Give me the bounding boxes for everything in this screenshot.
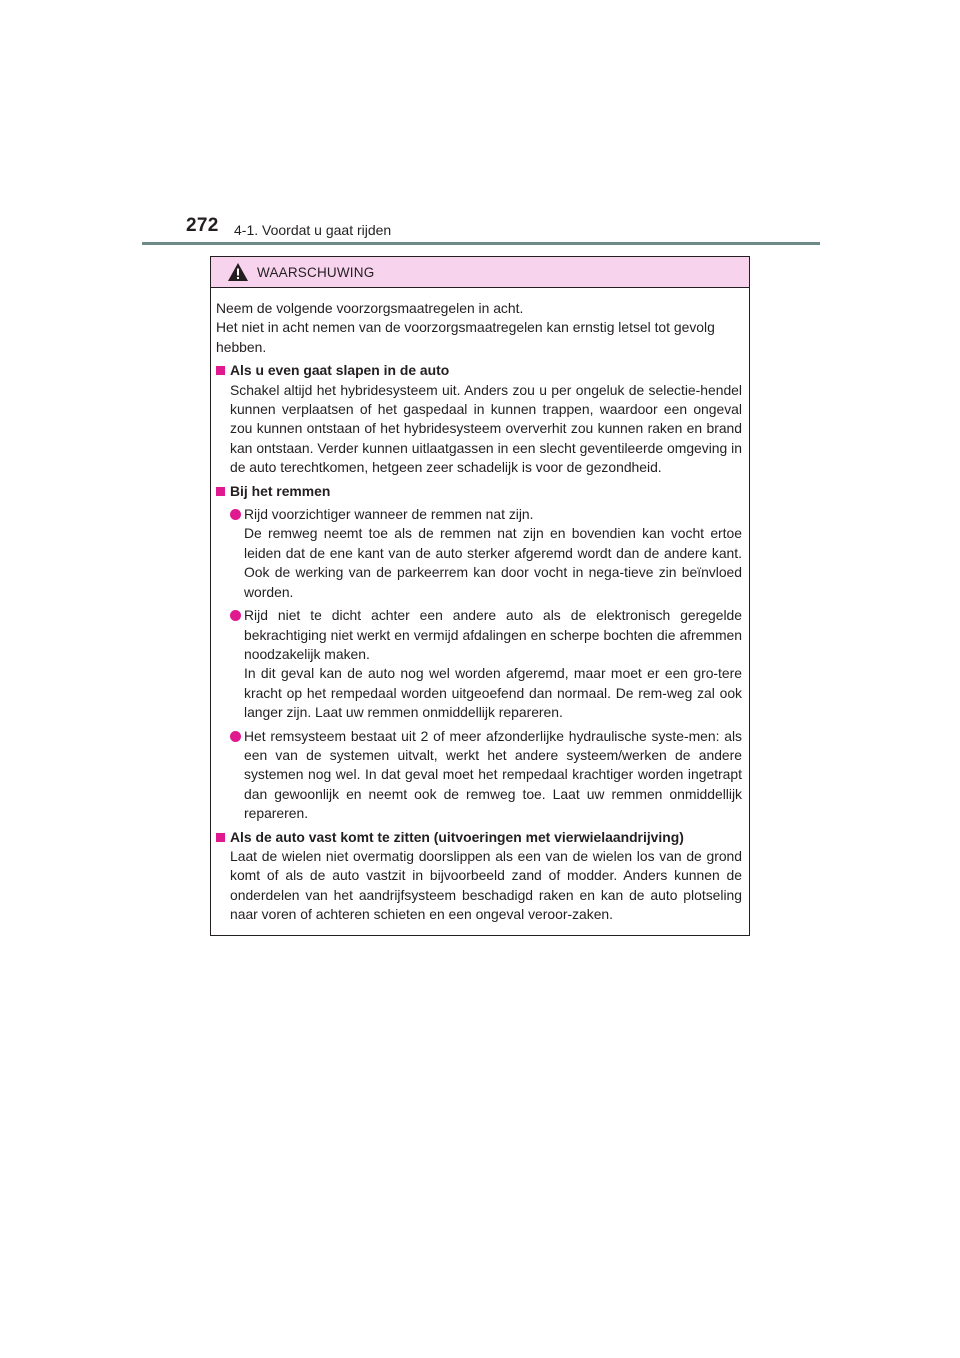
page-number: 272 xyxy=(186,215,219,236)
circle-bullet-icon xyxy=(230,731,241,742)
circle-bullet-icon xyxy=(230,610,241,621)
square-bullet-icon xyxy=(216,833,225,842)
section-heading xyxy=(216,361,742,380)
section-heading xyxy=(216,482,742,501)
bullet-content xyxy=(244,505,742,602)
warning-box xyxy=(210,256,750,936)
circle-bullet-icon xyxy=(230,509,241,520)
bullet-content xyxy=(244,727,742,824)
square-bullet-icon xyxy=(216,487,225,496)
header-rule xyxy=(142,242,820,245)
bullet-content xyxy=(244,606,742,722)
warning-triangle-icon xyxy=(227,262,249,282)
warning-body xyxy=(211,288,749,925)
warning-header xyxy=(211,257,749,288)
section-text: Schakel altijd het hybridesysteem uit. Anders zou u per ongeluk de selectie-hendel kunnen verplaatsen of het gaspedaal in kunnen trappen, waardoor een ongeval zou kunnen ontstaan of het hybridesysteem oververhit zou kunnen raken en brand kan ontstaan. Verder kunnen uitlaatgassen in een slecht geventileerde omgeving in de auto terechtkomen, hetgeen zeer schadelijk is voor de gezondheid. xyxy=(230,381,742,476)
warning-intro xyxy=(216,299,742,357)
section-heading-text: Als de auto vast komt te zitten (uitvoeringen met vierwielaandrijving) xyxy=(230,828,684,845)
intro-line: Neem de volgende voorzorgsmaatregelen in acht. xyxy=(216,300,524,316)
intro-line: Het niet in acht nemen van de voorzorgsmaatregelen kan ernstig letsel tot gevolg hebben. xyxy=(216,319,715,355)
section-heading-text: Bij het remmen xyxy=(230,482,331,499)
section-heading xyxy=(216,828,742,847)
bullet-item xyxy=(216,727,742,824)
bullet-text: Het remsysteem bestaat uit 2 of meer afzonderlijke hydraulische syste-men: als een van de systemen uitvalt, werkt het andere systeem/werken de andere systemen nog wel. In dat geval moet het rempedaal krachtiger worden ingetrapt dan gewoonlijk en neemt ook de remweg toe. Laat uw remmen onmiddellijk repareren. xyxy=(244,727,742,822)
section-title: 4-1. Voordat u gaat rijden xyxy=(234,222,392,238)
square-bullet-icon xyxy=(216,366,225,375)
bullet-text: In dit geval kan de auto nog wel worden afgeremd, maar moet er een gro-tere kracht op het rempedaal worden uitgeoefend dan normaal. De rem-weg zal ook langer zijn. Laat uw remmen onmiddellijk repareren. xyxy=(244,665,742,721)
bullet-item xyxy=(216,606,742,722)
section-braking xyxy=(216,482,742,824)
bullet-item xyxy=(216,505,742,602)
bullet-text: De remweg neemt toe als de remmen nat zijn en bovendien kan vocht ertoe leiden dat de ene kant van de auto sterker afgeremd wordt dan de andere kant. Ook de werking van de parkeerrem kan door vocht in nega-tieve zin beïnvloed worden. xyxy=(244,525,742,600)
bullet-text: Rijd niet te dicht achter een andere auto als de elektronisch geregelde bekrachtiging niet werkt en vermijd afdalingen en scherpe bochten die afremmen noodzakelijk maken. xyxy=(244,607,742,662)
bullet-text: Rijd voorzichtiger wanneer de remmen nat zijn. xyxy=(244,506,534,523)
section-sleeping xyxy=(216,361,742,477)
section-stuck-4wd xyxy=(216,828,742,925)
section-heading-text: Als u even gaat slapen in de auto xyxy=(230,362,450,379)
section-text: Laat de wielen niet overmatig doorslippen als een van de wielen los van de grond komt of als de auto vastzit in bijvoorbeeld zand of modder. Anders kunnen de onderdelen van het aandrijfsysteem beschadigd raken en kan de auto plotseling naar voren of achteren schieten en een ongeval veroor-zaken. xyxy=(230,847,742,923)
warning-title: WAARSCHUWING xyxy=(257,264,375,280)
